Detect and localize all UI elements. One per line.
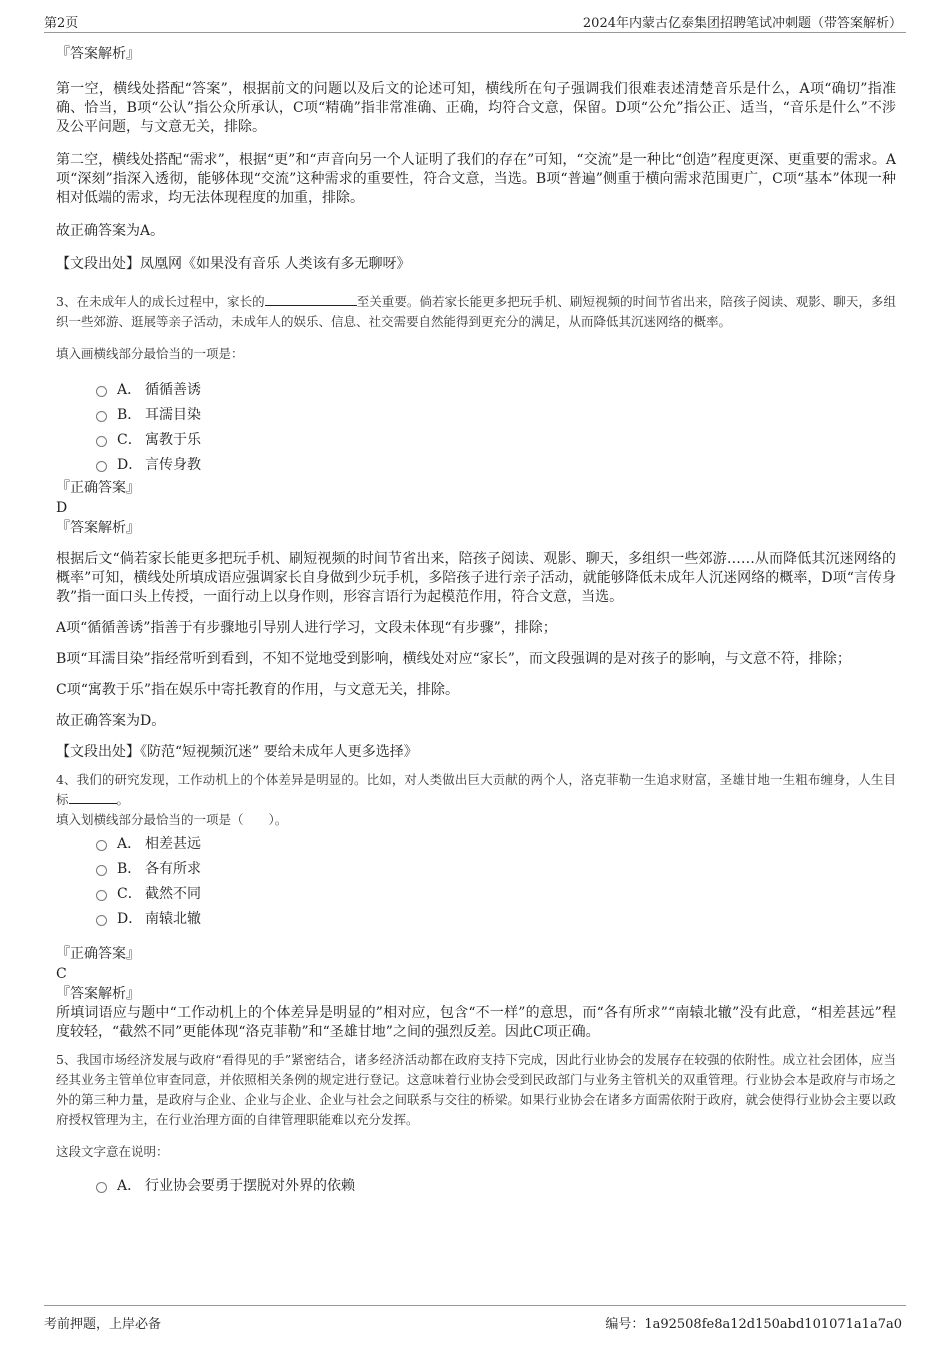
radio-icon[interactable] bbox=[96, 890, 107, 901]
footer-divider bbox=[44, 1305, 906, 1306]
q3-answer-label: 『正确答案』 bbox=[56, 480, 140, 496]
document-title: 2024年内蒙古亿泰集团招聘笔试冲刺题（带答案解析） bbox=[582, 16, 902, 31]
q3-option-c[interactable]: C． 寓教于乐 bbox=[56, 426, 896, 451]
q5-stem: 5、我国市场经济发展与政府“看得见的手”紧密结合，诸多经济活动都在政府支持下完成，因此行业协会的发展存在较强的依附性。成立社会团体，应当经其业务主管单位审查同意，并依照相关条例的规定进行登记。这意味着行业协会受到民政部门与业务主管机关的双重管理。行业协会本是政府与市场之外的第三种力量，是政府与企业、企业与企业、企业与社会之间联系与交往的桥梁。如果行业协会在诸多方面需依附于政府，就会使得行业协会主要以政府授权管理为主，在行业治理方面的自律管理职能难以充分发挥。 bbox=[56, 1052, 896, 1127]
q4-analysis-label: 『答案解析』 bbox=[56, 986, 140, 1002]
radio-icon[interactable] bbox=[96, 1182, 107, 1193]
q2-source: 【文段出处】凤凰网《如果没有音乐 人类该有多无聊呀》 bbox=[56, 256, 411, 272]
q2-analysis-paragraph-1: 第一空，横线处搭配“答案”，根据前文的问题以及后文的论述可知，横线所在句子强调我们很难表述清楚音乐是什么，A项“确切”指准确、恰当，B项“公认”指公众所承认，C项“精确”指非常准确、正确，均符合文意，保留。D项“公允”指公正、适当，“音乐是什么”不涉及公平问题，与文意无关，排除。 bbox=[56, 81, 896, 135]
q3-analysis-label: 『答案解析』 bbox=[56, 520, 140, 536]
page-number: 第2页 bbox=[44, 16, 79, 31]
q4-option-b[interactable]: B． 各有所求 bbox=[56, 855, 896, 880]
q4-option-c[interactable]: C． 截然不同 bbox=[56, 880, 896, 905]
q5-option-a[interactable]: A． 行业协会要勇于摆脱对外界的依赖 bbox=[56, 1172, 896, 1197]
q4-blank bbox=[69, 791, 117, 804]
radio-icon[interactable] bbox=[96, 915, 107, 926]
q3-prompt: 填入画横线部分最恰当的一项是： bbox=[56, 346, 244, 361]
footer-note: 考前押题，上岸必备 bbox=[44, 1317, 162, 1332]
q4-stem: 4、我们的研究发现，工作动机上的个体差异是明显的。比如，对人类做出巨大贡献的两个人，洛克菲勒一生追求财富，圣雄甘地一生粗布缠身，人生目标 。 bbox=[56, 772, 896, 807]
q3-source: 【文段出处】《防范“短视频沉迷” 要给未成年人更多选择》 bbox=[56, 744, 418, 760]
q3-option-a[interactable]: A． 循循善诱 bbox=[56, 376, 896, 401]
q4-option-a[interactable]: A． 相差甚远 bbox=[56, 830, 896, 855]
q4-answer: C bbox=[56, 966, 67, 982]
q4-answer-label: 『正确答案』 bbox=[56, 946, 140, 962]
q3-analysis-paragraph-2: A项“循循善诱”指善于有步骤地引导别人进行学习，文段未体现“有步骤”，排除； bbox=[56, 620, 557, 636]
radio-icon[interactable] bbox=[96, 865, 107, 876]
q2-analysis-label: 『答案解析』 bbox=[56, 46, 140, 62]
radio-icon[interactable] bbox=[96, 411, 107, 422]
q4-option-d[interactable]: D． 南辕北辙 bbox=[56, 905, 896, 930]
q4-options bbox=[56, 830, 896, 930]
q3-analysis-paragraph-4: C项“寓教于乐”指在娱乐中寄托教育的作用，与文意无关，排除。 bbox=[56, 682, 460, 698]
q3-analysis-paragraph-3: B项“耳濡目染”指经常听到看到，不知不觉地受到影响，横线处对应“家长”，而文段强调的是对孩子的影响，与文意不符，排除； bbox=[56, 651, 851, 667]
radio-icon[interactable] bbox=[96, 436, 107, 447]
q3-option-d[interactable]: D． 言传身教 bbox=[56, 451, 896, 476]
page-header bbox=[0, 0, 950, 34]
q4-analysis-paragraph: 所填词语应与题中“工作动机上的个体差异是明显的”相对应，包含“不一样”的意思，而“各有所求”“南辕北辙”没有此意，“相差甚远”程度较轻，“截然不同”更能体现“洛克菲勒”和“圣雄甘地”之间的强烈反差。因此C项正确。 bbox=[56, 1005, 896, 1040]
q3-answer: D bbox=[56, 500, 68, 516]
document-serial: 编号：1a92508fe8a12d150abd101071a1a7a0 bbox=[605, 1317, 902, 1332]
q3-blank bbox=[265, 293, 357, 306]
q2-conclusion: 故正确答案为A。 bbox=[56, 223, 165, 239]
q3-option-b[interactable]: B． 耳濡目染 bbox=[56, 401, 896, 426]
q3-analysis-paragraph-1: 根据后文“倘若家长能更多把玩手机、刷短视频的时间节省出来，陪孩子阅读、观影、聊天，多组织一些郊游……从而降低其沉迷网络的概率”可知，横线处所填成语应强调家长自身做到少玩手机，多陪孩子进行亲子活动，就能够降低未成年人沉迷网络的概率，D项“言传身教”指一面口头上传授，一面行动上以身作则，形容言语行为起模范作用，符合文意，当选。 bbox=[56, 551, 896, 605]
q4-prompt: 填入划横线部分最恰当的一项是（ ）。 bbox=[56, 812, 288, 827]
radio-icon[interactable] bbox=[96, 461, 107, 472]
q3-stem: 3、在未成年人的成长过程中，家长的 至关重要。倘若家长能更多把玩手机、刷短视频的时间节省出来，陪孩子阅读、观影、聊天，多组织一些郊游、逛展等亲子活动，未成年人的娱乐、信息、社交需要自然能得到更充分的满足，从而降低其沉迷网络的概率。 bbox=[56, 294, 896, 329]
radio-icon[interactable] bbox=[96, 840, 107, 851]
main-content bbox=[56, 44, 896, 1197]
q3-options bbox=[56, 376, 896, 476]
q3-conclusion: 故正确答案为D。 bbox=[56, 713, 166, 729]
page-footer bbox=[0, 1305, 950, 1345]
q5-options bbox=[56, 1172, 896, 1197]
header-divider bbox=[44, 32, 906, 33]
radio-icon[interactable] bbox=[96, 386, 107, 397]
q5-prompt: 这段文字意在说明： bbox=[56, 1144, 169, 1159]
q2-analysis-paragraph-2: 第二空，横线处搭配“需求”，根据“更”和“声音向另一个人证明了我们的存在”可知，“交流”是一种比“创造”程度更深、更重要的需求。A项“深刻”指深入透彻，能够体现“交流”这种需求的重要性，符合文意，当选。B项“普遍”侧重于横向需求范围更广，C项“基本”体现一种相对低端的需求，均无法体现程度的加重，排除。 bbox=[56, 152, 896, 206]
